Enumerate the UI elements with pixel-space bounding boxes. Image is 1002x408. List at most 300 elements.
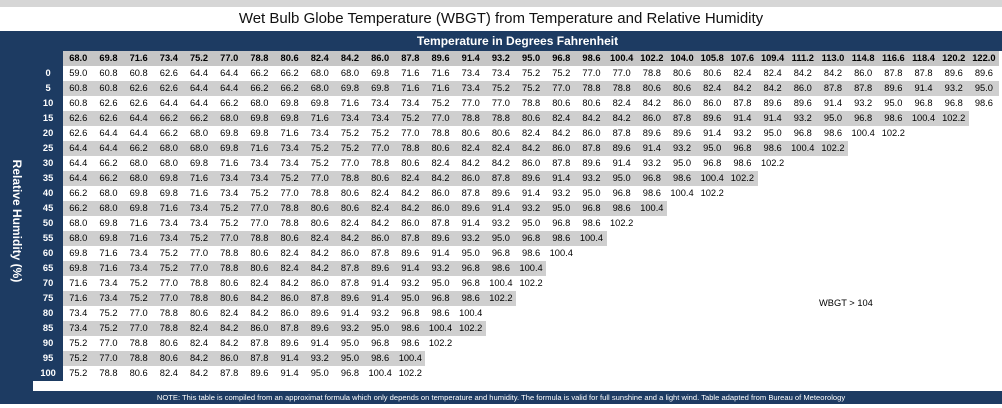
wbgt-value-cell: 84.2 [758, 81, 788, 96]
humidity-row-label: 70 [33, 276, 63, 291]
wbgt-value-cell: 96.8 [516, 231, 546, 246]
humidity-row-label: 85 [33, 321, 63, 336]
empty-cell [576, 246, 606, 261]
wbgt-value-cell: 82.4 [220, 308, 239, 318]
wbgt-value-cell: 75.2 [184, 231, 214, 246]
wbgt-value-cell: 68.0 [154, 141, 184, 156]
empty-cell [607, 336, 637, 351]
empty-cell [908, 126, 938, 141]
wbgt-value-cell: 87.8 [340, 278, 360, 288]
wbgt-value-cell: 100.4 [459, 308, 483, 318]
wbgt-value-cell: 78.8 [431, 128, 450, 138]
wbgt-value-cell: 73.4 [280, 158, 299, 168]
temperature-header-cell: 87.8 [395, 51, 425, 66]
wbgt-value-cell: 75.2 [124, 291, 154, 306]
empty-cell [546, 351, 576, 366]
empty-cell [546, 276, 576, 291]
wbgt-value-cell: 86.0 [401, 218, 420, 228]
empty-cell [758, 276, 788, 291]
wbgt-value-cell: 73.4 [335, 111, 365, 126]
wbgt-value-cell: 68.0 [63, 231, 93, 246]
wbgt-value-cell: 80.6 [637, 81, 667, 96]
temperature-header-cell: 122.0 [969, 51, 999, 66]
wbgt-value-cell: 96.8 [491, 248, 510, 258]
temperature-header-cell: 86.0 [365, 51, 395, 66]
empty-cell [667, 231, 697, 246]
empty-cell [939, 141, 969, 156]
empty-cell [848, 216, 878, 231]
wbgt-value-cell: 77.0 [159, 278, 178, 288]
empty-cell [425, 366, 455, 381]
empty-cell [727, 231, 757, 246]
wbgt-value-cell: 69.8 [69, 248, 88, 258]
table-row [33, 336, 999, 351]
wbgt-value-cell: 77.0 [99, 338, 118, 348]
table-row [33, 321, 999, 336]
wbgt-value-cell: 68.0 [99, 188, 118, 198]
wbgt-value-cell: 75.2 [214, 201, 244, 216]
wbgt-value-cell: 96.8 [944, 98, 963, 108]
empty-cell [788, 216, 818, 231]
wbgt-value-cell: 60.8 [129, 68, 148, 78]
wbgt-value-cell: 82.4 [275, 261, 305, 276]
temperature-header-cell: 102.2 [637, 51, 667, 66]
wbgt-value-cell: 66.2 [184, 111, 214, 126]
wbgt-value-cell: 93.2 [516, 201, 546, 216]
wbgt-value-cell: 77.0 [124, 321, 154, 336]
empty-cell [697, 231, 727, 246]
empty-cell [878, 156, 908, 171]
empty-cell [818, 216, 848, 231]
empty-cell [848, 366, 878, 381]
wbgt-value-cell: 75.2 [250, 188, 269, 198]
empty-cell [758, 261, 788, 276]
wbgt-value-cell: 80.6 [159, 338, 178, 348]
empty-cell [788, 171, 818, 186]
wbgt-value-cell: 102.2 [881, 128, 905, 138]
wbgt-value-cell: 91.4 [703, 128, 722, 138]
wbgt-value-cell: 93.2 [371, 308, 390, 318]
wbgt-value-cell: 102.2 [700, 188, 724, 198]
wbgt-value-cell: 71.6 [184, 171, 214, 186]
wbgt-value-cell: 93.2 [401, 278, 420, 288]
wbgt-value-cell: 91.4 [612, 158, 631, 168]
wbgt-value-cell: 62.6 [129, 98, 148, 108]
wbgt-value-cell: 86.0 [546, 141, 576, 156]
empty-cell [969, 246, 999, 261]
wbgt-value-cell: 73.4 [220, 188, 239, 198]
wbgt-value-cell: 68.0 [129, 158, 148, 168]
wbgt-value-cell: 80.6 [220, 278, 239, 288]
wbgt-value-cell: 91.4 [371, 278, 390, 288]
wbgt-value-cell: 68.0 [250, 98, 269, 108]
empty-cell [939, 201, 969, 216]
table-row [33, 81, 999, 96]
wbgt-value-cell: 100.4 [851, 128, 875, 138]
empty-cell [456, 351, 486, 366]
wbgt-value-cell: 87.8 [733, 98, 752, 108]
empty-cell [697, 216, 727, 231]
empty-cell [607, 321, 637, 336]
empty-cell [818, 276, 848, 291]
wbgt-value-cell: 69.8 [189, 158, 209, 168]
wbgt-value-cell: 60.8 [99, 68, 118, 78]
wbgt-value-cell: 64.4 [93, 141, 123, 156]
wbgt-value-cell: 95.0 [365, 321, 395, 336]
wbgt-value-cell: 80.6 [340, 188, 360, 198]
empty-cell [697, 306, 727, 321]
humidity-row-label: 15 [33, 111, 63, 126]
table-row [33, 201, 999, 216]
empty-cell [637, 366, 667, 381]
wbgt-value-cell: 68.0 [93, 201, 123, 216]
wbgt-value-cell: 78.8 [522, 98, 541, 108]
wbgt-value-cell: 69.8 [99, 218, 118, 228]
empty-cell [607, 261, 637, 276]
empty-cell [908, 216, 938, 231]
wbgt-value-cell: 87.8 [335, 261, 365, 276]
wbgt-value-cell: 86.0 [310, 278, 329, 288]
wbgt-value-cell: 80.6 [250, 248, 269, 258]
wbgt-value-cell: 96.8 [703, 158, 722, 168]
empty-cell [697, 261, 727, 276]
wbgt-value-cell: 62.6 [93, 111, 123, 126]
empty-cell [878, 246, 908, 261]
wbgt-value-cell: 77.0 [546, 81, 576, 96]
wbgt-value-cell: 84.2 [823, 68, 843, 78]
empty-cell [878, 276, 908, 291]
wbgt-value-cell: 96.8 [576, 201, 606, 216]
wbgt-value-cell: 93.2 [854, 98, 873, 108]
wbgt-value-cell: 68.0 [184, 141, 214, 156]
wbgt-value-cell: 82.4 [697, 81, 727, 96]
empty-cell [848, 231, 878, 246]
wbgt-value-cell: 93.2 [788, 111, 818, 126]
wbgt-value-cell: 95.0 [486, 231, 516, 246]
wbgt-value-cell: 77.0 [250, 218, 269, 228]
empty-cell [727, 186, 757, 201]
wbgt-value-cell: 71.6 [93, 261, 123, 276]
wbgt-value-cell: 62.6 [69, 128, 88, 138]
wbgt-value-cell: 91.4 [546, 171, 576, 186]
empty-cell [546, 306, 576, 321]
empty-cell [576, 291, 606, 306]
empty-cell [546, 336, 576, 351]
temperature-header-cell: 104.0 [667, 51, 697, 66]
wbgt-value-cell: 96.8 [401, 308, 420, 318]
empty-cell [667, 351, 697, 366]
wbgt-value-cell: 95.0 [969, 81, 999, 96]
wbgt-value-cell: 80.6 [189, 308, 209, 318]
wbgt-value-cell: 78.8 [214, 261, 244, 276]
empty-cell [607, 231, 637, 246]
wbgt-value-cell: 89.6 [582, 158, 601, 168]
wbgt-value-cell: 64.4 [189, 68, 209, 78]
wbgt-value-cell: 96.8 [848, 111, 878, 126]
empty-cell [697, 351, 727, 366]
wbgt-value-cell: 73.4 [63, 321, 93, 336]
wbgt-value-cell: 87.8 [395, 231, 425, 246]
wbgt-value-cell: 93.2 [456, 231, 486, 246]
wbgt-value-cell: 102.2 [398, 368, 422, 378]
wbgt-value-cell: 93.2 [667, 141, 697, 156]
bottom-border [0, 404, 1002, 408]
wbgt-value-cell: 77.0 [612, 68, 631, 78]
wbgt-value-cell: 102.2 [456, 321, 486, 336]
empty-cell [878, 366, 908, 381]
empty-cell [969, 321, 999, 336]
wbgt-value-cell: 73.4 [401, 98, 420, 108]
wbgt-value-cell: 78.8 [189, 278, 209, 288]
wbgt-value-cell: 102.2 [727, 171, 757, 186]
empty-cell [788, 351, 818, 366]
humidity-row-label: 55 [33, 231, 63, 246]
wbgt-value-cell: 71.6 [69, 278, 88, 288]
wbgt-value-cell: 82.4 [733, 68, 752, 78]
empty-cell [969, 366, 999, 381]
table-row [33, 171, 999, 186]
empty-cell [878, 351, 908, 366]
wbgt-value-cell: 69.8 [129, 188, 148, 198]
table-row [33, 231, 999, 246]
temperature-header-cell: 120.2 [939, 51, 969, 66]
wbgt-value-cell: 96.8 [727, 141, 757, 156]
wbgt-value-cell: 66.2 [244, 81, 274, 96]
wbgt-value-cell: 78.8 [371, 158, 390, 168]
temperature-header-cell: 113.0 [818, 51, 848, 66]
wbgt-value-cell: 84.2 [607, 111, 637, 126]
temperature-header-cell: 116.6 [878, 51, 908, 66]
wbgt-value-cell: 80.6 [305, 201, 335, 216]
wbgt-value-cell: 77.0 [244, 201, 274, 216]
wbgt-value-cell: 87.8 [250, 338, 269, 348]
wbgt-value-cell: 87.8 [576, 141, 606, 156]
wbgt-value-cell: 86.0 [244, 321, 274, 336]
empty-cell [908, 321, 938, 336]
wbgt-value-cell: 82.4 [486, 141, 516, 156]
humidity-row-label: 90 [33, 336, 63, 351]
table-row [33, 126, 999, 141]
wbgt-value-cell: 102.2 [610, 218, 634, 228]
wbgt-value-cell: 84.2 [220, 338, 239, 348]
empty-cell [939, 186, 969, 201]
temperature-header-cell: 114.8 [848, 51, 878, 66]
temperature-header-cell: 107.6 [727, 51, 757, 66]
empty-cell [758, 291, 788, 306]
wbgt-value-cell: 75.2 [99, 308, 118, 318]
table-row [33, 246, 999, 261]
wbgt-value-cell: 78.8 [220, 248, 239, 258]
empty-cell [908, 366, 938, 381]
wbgt-value-cell: 86.0 [672, 98, 692, 108]
humidity-row-label: 35 [33, 171, 63, 186]
empty-cell [758, 321, 788, 336]
humidity-row-label: 95 [33, 351, 63, 366]
wbgt-value-cell: 84.2 [401, 188, 420, 198]
wbgt-value-cell: 77.0 [582, 68, 601, 78]
empty-cell [939, 171, 969, 186]
wbgt-value-cell: 89.6 [878, 81, 908, 96]
empty-cell [788, 306, 818, 321]
wbgt-value-cell: 75.2 [154, 261, 184, 276]
wbgt-value-cell: 71.6 [244, 141, 274, 156]
humidity-row-label: 100 [33, 366, 63, 381]
empty-cell [878, 171, 908, 186]
wbgt-value-cell: 68.0 [310, 68, 329, 78]
wbgt-value-cell: 78.8 [642, 68, 661, 78]
wbgt-value-cell: 78.8 [99, 368, 118, 378]
table-body [33, 66, 999, 381]
empty-cell [667, 201, 697, 216]
wbgt-value-cell: 80.6 [667, 81, 697, 96]
wbgt-value-cell: 69.8 [93, 231, 123, 246]
temperature-header-cell: 105.8 [697, 51, 727, 66]
wbgt-value-cell: 98.6 [758, 141, 788, 156]
wbgt-value-cell: 93.2 [733, 128, 752, 138]
wbgt-value-cell: 69.8 [280, 98, 299, 108]
empty-cell [727, 201, 757, 216]
wbgt-value-cell: 89.6 [250, 368, 269, 378]
wbgt-value-cell: 91.4 [310, 338, 329, 348]
empty-cell [878, 336, 908, 351]
humidity-row-label: 5 [33, 81, 63, 96]
wbgt-value-cell: 98.6 [486, 261, 516, 276]
wbgt-value-cell: 77.0 [129, 308, 148, 318]
empty-cell [878, 291, 908, 306]
wbgt-value-cell: 82.4 [365, 201, 395, 216]
wbgt-value-cell: 73.4 [214, 171, 244, 186]
temperature-header-cell: 75.2 [184, 51, 214, 66]
wbgt-value-cell: 87.8 [884, 68, 903, 78]
wbgt-value-cell: 73.4 [99, 278, 118, 288]
empty-cell [939, 336, 969, 351]
wbgt-value-cell: 77.0 [491, 98, 510, 108]
empty-cell [908, 141, 938, 156]
empty-cell [878, 186, 908, 201]
wbgt-value-cell: 64.4 [129, 128, 148, 138]
wbgt-value-cell: 75.2 [371, 128, 390, 138]
wbgt-value-cell: 71.6 [220, 158, 239, 168]
empty-cell [697, 321, 727, 336]
wbgt-value-cell: 100.4 [516, 261, 546, 276]
wbgt-value-cell: 86.0 [456, 171, 486, 186]
temperature-header-cell: 78.8 [244, 51, 274, 66]
empty-cell [848, 336, 878, 351]
wbgt-value-cell: 68.0 [189, 128, 209, 138]
temperature-header-cell: 80.6 [275, 51, 305, 66]
wbgt-value-cell: 96.8 [914, 98, 933, 108]
empty-cell [697, 366, 727, 381]
humidity-row-label: 50 [33, 216, 63, 231]
empty-cell [516, 351, 546, 366]
wbgt-value-cell: 98.6 [607, 201, 637, 216]
wbgt-value-cell: 82.4 [612, 98, 631, 108]
empty-cell [969, 171, 999, 186]
wbgt-value-cell: 75.2 [516, 81, 546, 96]
empty-cell [848, 261, 878, 276]
wbgt-value-cell: 91.4 [275, 351, 305, 366]
wbgt-value-cell: 84.2 [189, 368, 209, 378]
wbgt-value-cell: 86.0 [214, 351, 244, 366]
wbgt-value-cell: 62.6 [99, 98, 118, 108]
empty-cell [637, 261, 667, 276]
wbgt-value-cell: 75.2 [69, 368, 88, 378]
wbgt-value-cell: 84.2 [214, 321, 244, 336]
wbgt-value-cell: 89.6 [607, 141, 637, 156]
wbgt-value-cell: 68.0 [159, 158, 178, 168]
wbgt-value-cell: 75.2 [431, 98, 450, 108]
empty-cell [516, 366, 546, 381]
wbgt-value-cell: 89.6 [697, 111, 727, 126]
table-row [33, 141, 999, 156]
empty-cell [848, 321, 878, 336]
wbgt-value-cell: 69.8 [335, 81, 365, 96]
empty-cell [667, 276, 697, 291]
wbgt-value-cell: 95.0 [763, 128, 782, 138]
empty-cell [667, 291, 697, 306]
wbgt-value-cell: 73.4 [371, 98, 390, 108]
empty-cell [818, 366, 848, 381]
temperature-header-cell: 69.8 [93, 51, 123, 66]
wbgt-value-cell: 80.6 [491, 128, 510, 138]
wbgt-value-cell: 66.2 [93, 171, 123, 186]
wbgt-value-cell: 95.0 [818, 111, 848, 126]
wbgt-value-cell: 102.2 [939, 111, 969, 126]
wbgt-value-cell: 96.8 [425, 291, 455, 306]
table-row [33, 351, 999, 366]
wbgt-value-cell: 73.4 [154, 231, 184, 246]
wbgt-value-cell: 93.2 [642, 158, 661, 168]
table-row [33, 66, 999, 81]
wbgt-value-cell: 71.6 [154, 201, 184, 216]
wbgt-value-cell: 84.2 [425, 171, 455, 186]
wbgt-value-cell: 69.8 [124, 201, 154, 216]
empty-cell [486, 306, 516, 321]
wbgt-value-cell: 78.8 [129, 338, 148, 348]
wbgt-value-cell: 98.6 [582, 218, 601, 228]
page-title: Wet Bulb Globe Temperature (WBGT) from Temperature and Relative Humidity [0, 7, 1002, 31]
empty-cell [486, 351, 516, 366]
wbgt-value-cell: 80.6 [552, 98, 571, 108]
empty-cell [576, 261, 606, 276]
empty-cell [637, 321, 667, 336]
temperature-header-row [33, 51, 999, 66]
wbgt-value-cell: 87.8 [612, 128, 631, 138]
wbgt-value-cell: 89.6 [456, 201, 486, 216]
wbgt-value-cell: 77.0 [365, 141, 395, 156]
wbgt-value-cell: 86.0 [522, 158, 541, 168]
temperature-header-cell: 96.8 [546, 51, 576, 66]
wbgt-value-cell: 98.6 [823, 128, 843, 138]
wbgt-value-cell: 80.6 [703, 68, 722, 78]
empty-cell [848, 351, 878, 366]
empty-cell [939, 261, 969, 276]
wbgt-value-cell: 71.6 [431, 68, 450, 78]
wbgt-value-cell: 78.8 [159, 308, 178, 318]
empty-cell [576, 336, 606, 351]
empty-cell [788, 366, 818, 381]
empty-cell [969, 201, 999, 216]
humidity-row-label: 45 [33, 201, 63, 216]
wbgt-value-cell: 86.0 [582, 128, 601, 138]
wbgt-value-cell: 84.2 [461, 158, 480, 168]
wbgt-value-cell: 84.2 [244, 291, 274, 306]
wbgt-value-cell: 73.4 [93, 291, 123, 306]
empty-cell [607, 246, 637, 261]
wbgt-value-cell: 91.4 [340, 308, 360, 318]
wbgt-value-cell: 78.8 [124, 351, 154, 366]
empty-cell [788, 321, 818, 336]
